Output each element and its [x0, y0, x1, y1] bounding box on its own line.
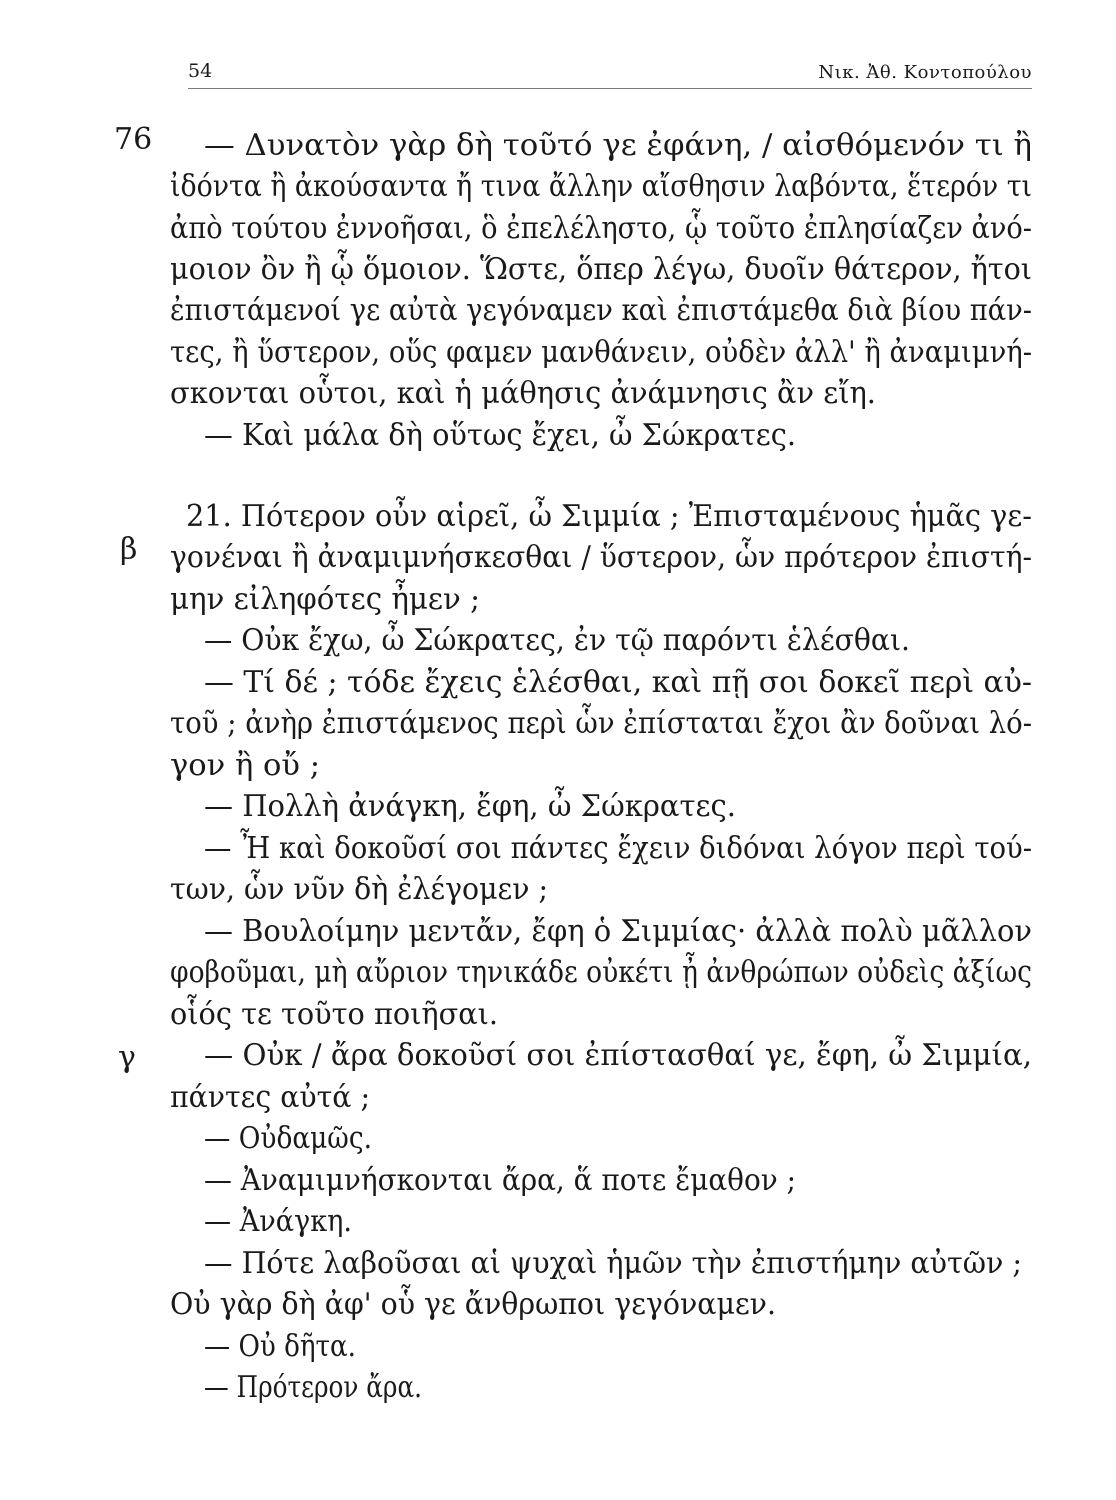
running-title: Νικ. Ἀθ. Κοντοπούλου [818, 62, 1032, 83]
margin-ref-beta: β [120, 532, 138, 567]
margin-ref-76: 76 [114, 122, 153, 157]
page-header [188, 58, 1032, 89]
page-number: 54 [188, 60, 213, 82]
margin-ref-gamma: γ [118, 1040, 136, 1075]
